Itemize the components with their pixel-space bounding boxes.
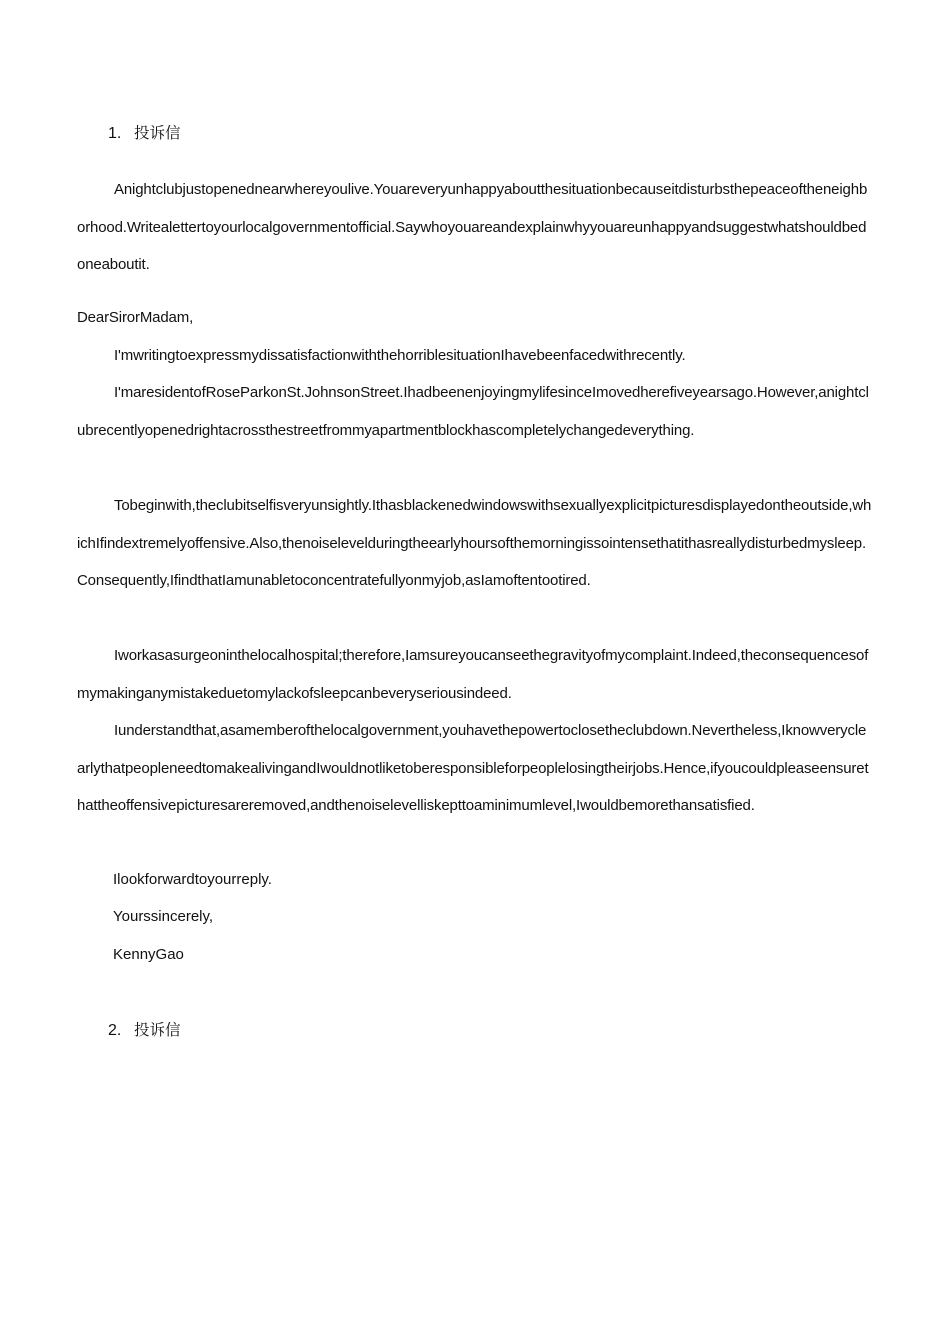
letter-paragraph-background: I'maresidentofRoseParkonSt.JohnsonStreet.IhadbeenenjoyingmylifesinceImovedherefiveyearsago.However,anightclubrecentlyopenedrightacrossthestreetfrommyapartmentblockhascompletelychangedeverything. (77, 384, 869, 439)
letter-salutation: DearSirorMadam, (77, 309, 194, 326)
letter-paragraph-suggestion: Iunderstandthat,asamemberofthelocalgovernment,youhavethepowertoclosetheclubdown.Nevertheless,IknowveryclearlythatpeopleneedtomakealivingandIwouldnotliketoberesponsibleforpeoplelosingtheirjobs.Hence,ifyoucouldpleaseensurethattheoffensivepicturesareremoved,andthenoiselevelliskepttoaminimumlevel,Iwouldbemorethansatisfied. (77, 722, 869, 814)
section-number: 1. (108, 125, 122, 142)
letter-closing: Ilookforwardtoyourreply. (113, 871, 272, 888)
letter-signature: KennyGao (113, 946, 184, 963)
section-heading-1 (108, 122, 181, 145)
letter-paragraph-intro: I'mwritingtoexpressmydissatisfactionwiththehorriblesituationIhavebeenfacedwithrecently. (114, 347, 686, 364)
letter-paragraph-occupation: Iworkasasurgeoninthelocalhospital;therefore,Iamsureyoucanseethegravityofmycomplaint.Indeed,theconsequencesofmymakinganymistakeduetomylackofsleepcanbeveryseriousindeed. (77, 647, 869, 702)
letter-paragraph-complaints: Tobeginwith,theclubitselfisveryunsightly.Ithasblackenedwindowswithsexuallyexplicitpicturesdisplayedontheoutside,whichIfindextremelyoffensive.Also,thenoiselevelduringtheearlyhoursofthemorningissointensethatithasreallydisturbedmysleep.Consequently,IfindthatIamunabletoconcentratefullyonmyjob,asIamoftentootired. (77, 497, 872, 589)
section-heading-2 (108, 1019, 181, 1042)
section-title: 投诉信 (134, 1021, 181, 1039)
section-number: 2. (108, 1022, 122, 1039)
writing-prompt: Anightclubjustopenednearwhereyoulive.Youareveryunhappyaboutthesituationbecauseitdisturbsthepeaceoftheneighborhood.Writealettertoyourlocalgovernmentofficial.Saywhoyouareandexplainwhyyouareunhappyandsuggestwhatshouldbedoneaboutit. (77, 181, 868, 273)
section-title: 投诉信 (134, 124, 181, 142)
letter-signoff: Yourssincerely, (113, 908, 214, 925)
